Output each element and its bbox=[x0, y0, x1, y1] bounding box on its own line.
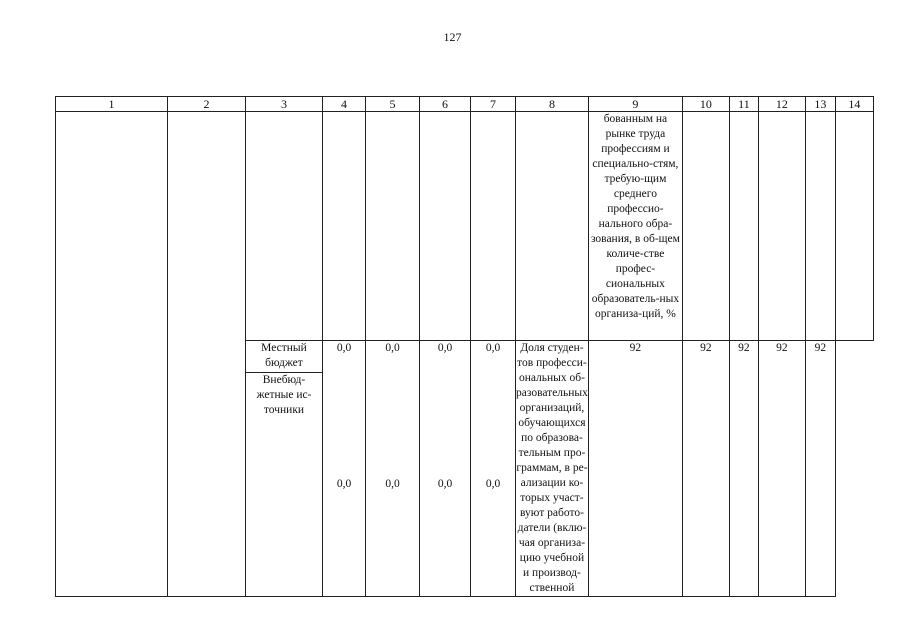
target-cell: 92 bbox=[588, 341, 682, 597]
target-cell: 92 bbox=[729, 341, 758, 597]
header-cell: 4 bbox=[323, 97, 366, 112]
header-cell: 8 bbox=[516, 97, 589, 112]
indicator-text-prev: бованным на рынке труда профессиям и специально-стям, требую-щим среднего профессио-нального обра-зования, в об-щем количе-стве профес-сиональных образователь-ных организа-ций, % bbox=[588, 112, 682, 341]
value-cell: 0,0 bbox=[323, 341, 366, 373]
empty-cell bbox=[168, 112, 246, 597]
header-cell: 13 bbox=[805, 97, 835, 112]
target-cell: 92 bbox=[758, 341, 805, 597]
empty-cell bbox=[420, 112, 471, 341]
value-cell: 0,0 bbox=[323, 373, 366, 597]
page-number: 127 bbox=[443, 30, 462, 44]
empty-cell bbox=[246, 112, 323, 341]
header-cell: 5 bbox=[366, 97, 420, 112]
target-cell: 92 bbox=[805, 341, 835, 597]
header-cell: 7 bbox=[471, 97, 516, 112]
empty-cell bbox=[682, 112, 729, 341]
table-row bbox=[56, 112, 874, 341]
empty-cell bbox=[835, 112, 873, 341]
value-cell: 0,0 bbox=[420, 373, 471, 597]
header-cell: 14 bbox=[835, 97, 873, 112]
header-cell: 10 bbox=[682, 97, 729, 112]
empty-cell bbox=[323, 112, 366, 341]
empty-cell bbox=[729, 112, 758, 341]
empty-cell bbox=[56, 112, 168, 597]
header-cell: 12 bbox=[758, 97, 805, 112]
header-cell: 9 bbox=[588, 97, 682, 112]
budget-table bbox=[55, 96, 874, 597]
source-off-budget: Внебюд-жетные ис-точники bbox=[246, 373, 323, 597]
header-cell: 11 bbox=[729, 97, 758, 112]
empty-cell bbox=[471, 112, 516, 341]
value-cell: 0,0 bbox=[420, 341, 471, 373]
header-cell: 6 bbox=[420, 97, 471, 112]
empty-cell bbox=[805, 112, 835, 341]
source-local-budget: Местный бюджет bbox=[246, 341, 323, 373]
empty-cell bbox=[366, 112, 420, 341]
header-cell: 1 bbox=[56, 97, 168, 112]
empty-cell bbox=[516, 112, 589, 341]
value-cell: 0,0 bbox=[366, 341, 420, 373]
value-cell: 0,0 bbox=[471, 373, 516, 597]
header-cell: 2 bbox=[168, 97, 246, 112]
empty-cell bbox=[758, 112, 805, 341]
indicator-text: Доля студен-тов професси-ональных об-разовательных организаций, обучающихся по образова-тельным про-граммам, в ре-ализации ко-торых участ-вуют работо-датели (вклю-чая организа-цию учебной и производ-ственной bbox=[516, 341, 589, 597]
target-cell: 92 bbox=[682, 341, 729, 597]
value-cell: 0,0 bbox=[471, 341, 516, 373]
header-cell: 3 bbox=[246, 97, 323, 112]
value-cell: 0,0 bbox=[366, 373, 420, 597]
header-row bbox=[56, 97, 874, 112]
